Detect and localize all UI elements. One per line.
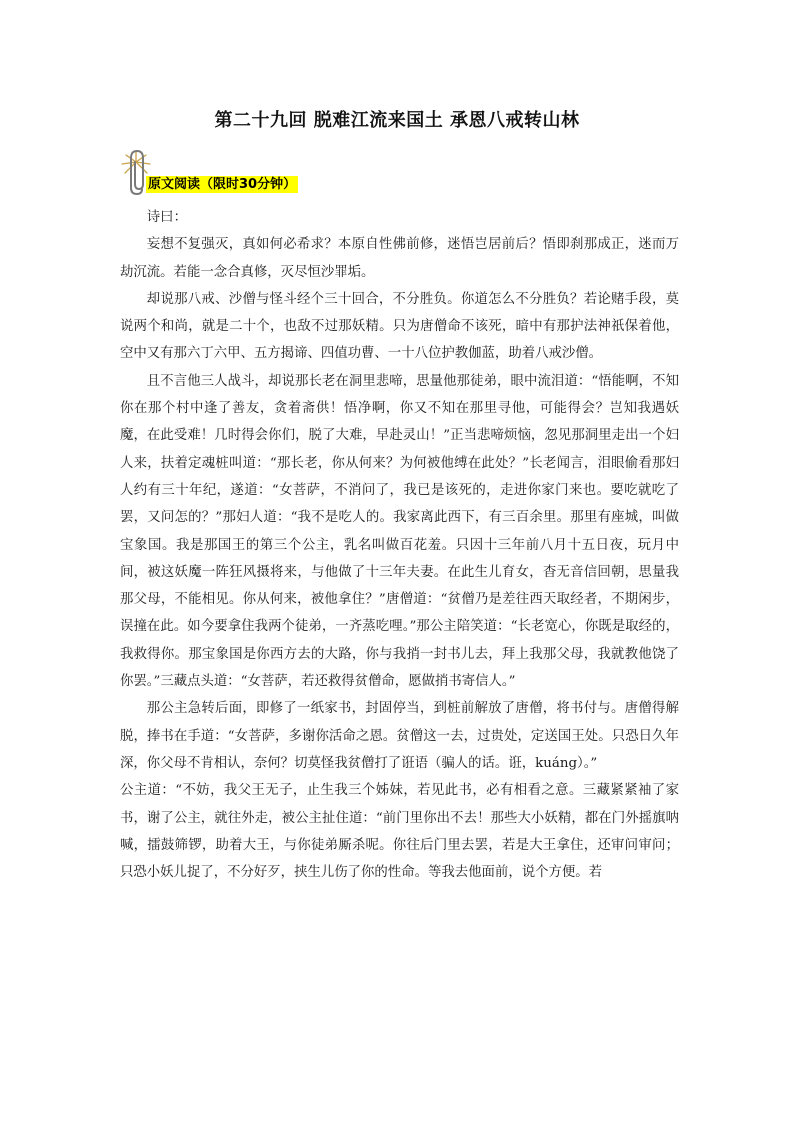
paragraph: 却说那八戒、沙僧与怪斗经个三十回合，不分胜负。你道怎么不分胜负？若论赌手段，莫说两个和尚，就是二十个，也敌不过那妖精。只为唐僧命不该死，暗中有那护法神祇保着他，空中又有那六丁六甲、五方揭谛、四值功曹、一十八位护教伽蓝，助着八戒沙僧。 (120, 291, 679, 362)
section-label: 原文阅读（限时30分钟） (148, 177, 297, 192)
section-header (118, 148, 318, 198)
article-body (120, 204, 679, 886)
chapter-title: 第二十九回 脱难江流来国土 承恩八戒转山林 (214, 110, 580, 131)
paragraph-continued: 公主道：“不妨，我父王无子，止生我三个姊妹，若见此书，必有相看之意。三藏紧紧袖了家书，谢了公主，就往外走，被公主扯住道：“前门里你出不去！那些大小妖精，都在门外摇旗呐喊，擂鼓筛锣，助着大王，与你徒弟厮杀呢。你往后门里去罢，若是大王拿住，还审问审问；只恐小妖儿捉了，不分好歹，挟生儿伤了你的性命。等我去他面前，说个方便。若 (120, 783, 679, 881)
paragraph: 且不言他三人战斗，却说那长老在洞里悲啼，思量他那徒弟，眼中流泪道：“悟能啊，不知你在那个村中逢了善友，贪着斋供！悟净啊，你又不知在那里寻他，可能得会？岂知我遇妖魔，在此受难！几时得会你们，脱了大难，早赴灵山！”正当悲啼烦恼，忽见那洞里走出一个妇人来，扶着定魂桩叫道：“那长老，你从何来？为何被他缚在此处？”长老闻言，泪眼偷看那妇人约有三十年纪，遂道：“女菩萨，不消问了，我已是该死的，走进你家门来也。要吃就吃了罢，又问怎的？”那妇人道：“我不是吃人的。我家离此西下，有三百余里。那里有座城，叫做宝象国。我是那国王的第三个公主，乳名叫做百花羞。只因十三年前八月十五日夜，玩月中间，被这妖魔一阵狂风摄将来，与他做了十三年夫妻。在此生儿育女，杳无音信回朝，思量我那父母，不能相见。你从何来，被他拿住？”唐僧道：“贫僧乃是差往西天取经者，不期闲步，误撞在此。如今要拿住我两个徒弟，一齐蒸吃哩。”那公主陪笑道：“长老宽心，你既是取经的，我救得你。那宝象国是你西方去的大路，你与我捎一封书儿去，拜上我那父母，我就教他饶了你罢。”三藏点头道：“女菩萨，若还救得贫僧命，愿做捎书寄信人。” (120, 373, 679, 690)
paragraph: 那公主急转后面，即修了一纸家书，封固停当，到桩前解放了唐僧，将书付与。唐僧得解脱，捧书在手道：“女菩萨，多谢你活命之恩。贫僧这一去，过贵处，定送国王处。只恐日久年深，你父母不肯相认，奈何？切莫怪我贫僧打了诳语（骗人的话。诳，kuáng）。” (120, 701, 679, 771)
paragraph: 妄想不复强灭，真如何必希求？本原自性佛前修，迷悟岂居前后？悟即刹那成正，迷而万劫沉流。若能一念合真修，灭尽恒沙罪垢。 (120, 237, 679, 280)
paragraph: 诗曰： (146, 210, 187, 225)
